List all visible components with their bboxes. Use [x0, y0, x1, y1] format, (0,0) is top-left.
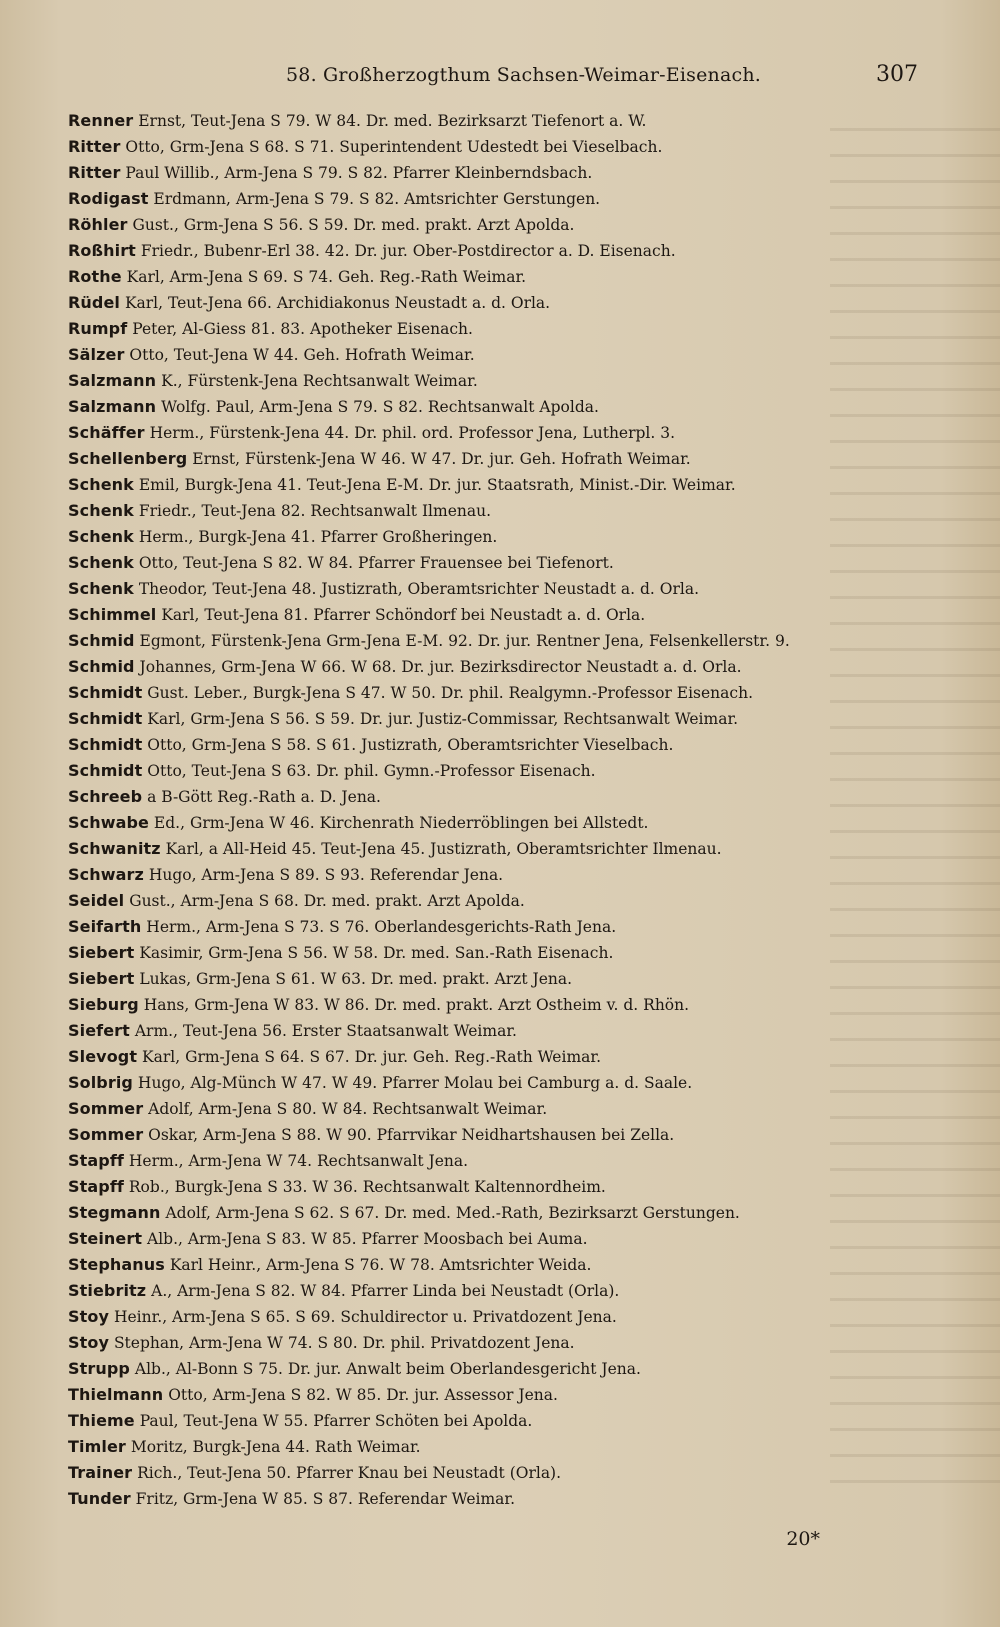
directory-entry — [68, 784, 930, 810]
entry-details: A., Arm-Jena S 82. W 84. Pfarrer Linda bei Neustadt (Orla). — [151, 1282, 620, 1300]
directory-entry — [68, 1278, 930, 1304]
directory-entry — [68, 628, 930, 654]
directory-entry — [68, 342, 930, 368]
entry-surname: Thieme — [68, 1411, 135, 1430]
directory-entry — [68, 1174, 930, 1200]
entry-details: Rob., Burgk-Jena S 33. W 36. Rechtsanwalt Kaltennordheim. — [128, 1178, 606, 1196]
running-title: 58. Großherzogthum Sachsen-Weimar-Eisenach. — [286, 64, 761, 86]
signature-mark: 20* — [786, 1528, 820, 1550]
directory-entry — [68, 524, 930, 550]
directory-entry — [68, 602, 930, 628]
entry-surname: Schimmel — [68, 605, 157, 624]
entry-surname: Schenk — [68, 475, 134, 494]
entry-details: Paul Willib., Arm-Jena S 79. S 82. Pfarrer Kleinberndsbach. — [125, 164, 593, 182]
entry-details: Stephan, Arm-Jena W 74. S 80. Dr. phil. Privatdozent Jena. — [113, 1334, 575, 1352]
entry-surname: Schmidt — [68, 735, 143, 754]
entry-surname: Schmid — [68, 631, 135, 650]
directory-entry — [68, 264, 930, 290]
entry-surname: Schenk — [68, 553, 134, 572]
entry-details: K., Fürstenk-Jena Rechtsanwalt Weimar. — [161, 372, 478, 390]
entry-details: Ernst, Teut-Jena S 79. W 84. Dr. med. Bezirksarzt Tiefenort a. W. — [138, 112, 647, 130]
entry-details: Friedr., Bubenr-Erl 38. 42. Dr. jur. Ober-Postdirector a. D. Eisenach. — [140, 242, 676, 260]
directory-entry — [68, 316, 930, 342]
directory-entry — [68, 1252, 930, 1278]
entry-surname: Slevogt — [68, 1047, 138, 1066]
entry-details: Karl, Arm-Jena S 69. S 74. Geh. Reg.-Rath Weimar. — [126, 268, 527, 286]
directory-entry — [68, 576, 930, 602]
directory-entry — [68, 1486, 930, 1512]
entry-details: Fritz, Grm-Jena W 85. S 87. Referendar Weimar. — [135, 1490, 516, 1508]
directory-entry — [68, 1356, 930, 1382]
page-header — [0, 62, 1000, 98]
directory-entry — [68, 238, 930, 264]
entry-surname: Thielmann — [68, 1385, 164, 1404]
entry-surname: Rodigast — [68, 189, 149, 208]
directory-entry — [68, 992, 930, 1018]
entry-details: Lukas, Grm-Jena S 61. W 63. Dr. med. prakt. Arzt Jena. — [139, 970, 573, 988]
entry-details: Ernst, Fürstenk-Jena W 46. W 47. Dr. jur. Geh. Hofrath Weimar. — [192, 450, 691, 468]
entry-surname: Stoy — [68, 1307, 109, 1326]
entry-surname: Stegmann — [68, 1203, 161, 1222]
entry-surname: Rüdel — [68, 293, 120, 312]
directory-entry — [68, 420, 930, 446]
entry-surname: Tunder — [68, 1489, 131, 1508]
entry-details: Hugo, Arm-Jena S 89. S 93. Referendar Jena. — [148, 866, 504, 884]
entry-surname: Rumpf — [68, 319, 128, 338]
directory-entry — [68, 1330, 930, 1356]
directory-entry — [68, 862, 930, 888]
entry-surname: Stapff — [68, 1151, 124, 1170]
directory-entry-list — [68, 108, 930, 1512]
entry-surname: Solbrig — [68, 1073, 133, 1092]
entry-surname: Sälzer — [68, 345, 125, 364]
entry-details: Egmont, Fürstenk-Jena Grm-Jena E-M. 92. Dr. jur. Rentner Jena, Felsenkellerstr. 9. — [139, 632, 790, 650]
directory-entry — [68, 290, 930, 316]
entry-details: Otto, Grm-Jena S 68. S 71. Superintendent Udestedt bei Vieselbach. — [125, 138, 663, 156]
directory-entry — [68, 1200, 930, 1226]
entry-details: Paul, Teut-Jena W 55. Pfarrer Schöten bei Apolda. — [139, 1412, 533, 1430]
directory-entry — [68, 368, 930, 394]
entry-details: a B-Gött Reg.-Rath a. D. Jena. — [147, 788, 381, 806]
entry-surname: Sommer — [68, 1125, 144, 1144]
entry-details: Karl, Grm-Jena S 56. S 59. Dr. jur. Justiz-Commissar, Rechtsanwalt Weimar. — [147, 710, 739, 728]
entry-surname: Ritter — [68, 137, 121, 156]
directory-entry — [68, 914, 930, 940]
entry-surname: Schwanitz — [68, 839, 161, 858]
entry-details: Adolf, Arm-Jena S 80. W 84. Rechtsanwalt Weimar. — [148, 1100, 548, 1118]
entry-details: Moritz, Burgk-Jena 44. Rath Weimar. — [130, 1438, 421, 1456]
entry-details: Rich., Teut-Jena 50. Pfarrer Knau bei Neustadt (Orla). — [137, 1464, 562, 1482]
entry-surname: Stapff — [68, 1177, 124, 1196]
directory-entry — [68, 1226, 930, 1252]
entry-details: Otto, Arm-Jena S 82. W 85. Dr. jur. Assessor Jena. — [168, 1386, 558, 1404]
directory-entry — [68, 654, 930, 680]
directory-entry — [68, 446, 930, 472]
directory-entry — [68, 888, 930, 914]
entry-details: Arm., Teut-Jena 56. Erster Staatsanwalt Weimar. — [134, 1022, 517, 1040]
entry-surname: Salzmann — [68, 397, 157, 416]
directory-entry — [68, 680, 930, 706]
entry-details: Karl, a All-Heid 45. Teut-Jena 45. Justizrath, Oberamtsrichter Ilmenau. — [165, 840, 722, 858]
entry-details: Herm., Arm-Jena W 74. Rechtsanwalt Jena. — [128, 1152, 469, 1170]
directory-entry — [68, 1148, 930, 1174]
entry-details: Johannes, Grm-Jena W 66. W 68. Dr. jur. Bezirksdirector Neustadt a. d. Orla. — [139, 658, 742, 676]
entry-surname: Roßhirt — [68, 241, 136, 260]
directory-entry — [68, 966, 930, 992]
directory-entry — [68, 1408, 930, 1434]
directory-entry — [68, 810, 930, 836]
directory-entry — [68, 706, 930, 732]
entry-surname: Schmid — [68, 657, 135, 676]
directory-entry — [68, 160, 930, 186]
entry-details: Hugo, Alg-Münch W 47. W 49. Pfarrer Molau bei Camburg a. d. Saale. — [137, 1074, 693, 1092]
entry-surname: Stoy — [68, 1333, 109, 1352]
entry-surname: Röhler — [68, 215, 128, 234]
entry-details: Karl, Teut-Jena 66. Archidiakonus Neustadt a. d. Orla. — [124, 294, 551, 312]
entry-surname: Schmidt — [68, 761, 143, 780]
entry-details: Friedr., Teut-Jena 82. Rechtsanwalt Ilmenau. — [138, 502, 492, 520]
entry-surname: Timler — [68, 1437, 126, 1456]
entry-surname: Schellenberg — [68, 449, 188, 468]
directory-entry — [68, 1304, 930, 1330]
directory-entry — [68, 212, 930, 238]
directory-entry — [68, 1044, 930, 1070]
entry-surname: Renner — [68, 111, 134, 130]
entry-surname: Schenk — [68, 579, 134, 598]
entry-surname: Stiebritz — [68, 1281, 147, 1300]
entry-details: Otto, Grm-Jena S 58. S 61. Justizrath, Oberamtsrichter Vieselbach. — [147, 736, 674, 754]
directory-entry — [68, 1070, 930, 1096]
entry-surname: Ritter — [68, 163, 121, 182]
entry-details: Otto, Teut-Jena S 63. Dr. phil. Gymn.-Professor Eisenach. — [147, 762, 596, 780]
entry-details: Herm., Arm-Jena S 73. S 76. Oberlandesgerichts-Rath Jena. — [146, 918, 617, 936]
entry-surname: Schenk — [68, 527, 134, 546]
entry-details: Gust. Leber., Burgk-Jena S 47. W 50. Dr. phil. Realgymn.-Professor Eisenach. — [147, 684, 754, 702]
entry-surname: Siebert — [68, 943, 135, 962]
entry-surname: Sieburg — [68, 995, 139, 1014]
entry-details: Kasimir, Grm-Jena S 56. W 58. Dr. med. San.-Rath Eisenach. — [139, 944, 614, 962]
entry-details: Gust., Grm-Jena S 56. S 59. Dr. med. prakt. Arzt Apolda. — [132, 216, 575, 234]
directory-entry — [68, 550, 930, 576]
entry-surname: Seidel — [68, 891, 125, 910]
entry-surname: Schäffer — [68, 423, 145, 442]
entry-details: Emil, Burgk-Jena 41. Teut-Jena E-M. Dr. jur. Staatsrath, Minist.-Dir. Weimar. — [138, 476, 736, 494]
entry-surname: Siefert — [68, 1021, 130, 1040]
entry-surname: Stephanus — [68, 1255, 165, 1274]
entry-details: Otto, Teut-Jena S 82. W 84. Pfarrer Frauensee bei Tiefenort. — [138, 554, 614, 572]
entry-surname: Schmidt — [68, 683, 143, 702]
entry-surname: Strupp — [68, 1359, 130, 1378]
entry-surname: Trainer — [68, 1463, 133, 1482]
directory-entry — [68, 1434, 930, 1460]
entry-details: Peter, Al-Giess 81. 83. Apotheker Eisenach. — [132, 320, 473, 338]
directory-entry — [68, 1018, 930, 1044]
directory-entry — [68, 186, 930, 212]
entry-details: Otto, Teut-Jena W 44. Geh. Hofrath Weimar. — [129, 346, 475, 364]
entry-surname: Schreeb — [68, 787, 143, 806]
entry-details: Herm., Fürstenk-Jena 44. Dr. phil. ord. Professor Jena, Lutherpl. 3. — [149, 424, 676, 442]
entry-details: Herm., Burgk-Jena 41. Pfarrer Großheringen. — [138, 528, 498, 546]
entry-details: Theodor, Teut-Jena 48. Justizrath, Oberamtsrichter Neustadt a. d. Orla. — [138, 580, 699, 598]
entry-surname: Sommer — [68, 1099, 144, 1118]
entry-surname: Rothe — [68, 267, 122, 286]
directory-entry — [68, 1122, 930, 1148]
page-number: 307 — [876, 62, 918, 87]
entry-details: Karl, Teut-Jena 81. Pfarrer Schöndorf bei Neustadt a. d. Orla. — [161, 606, 646, 624]
entry-surname: Seifarth — [68, 917, 142, 936]
entry-details: Oskar, Arm-Jena S 88. W 90. Pfarrvikar Neidhartshausen bei Zella. — [148, 1126, 675, 1144]
entry-surname: Schmidt — [68, 709, 143, 728]
entry-surname: Salzmann — [68, 371, 157, 390]
entry-details: Ed., Grm-Jena W 46. Kirchenrath Niederröblingen bei Allstedt. — [153, 814, 649, 832]
entry-details: Gust., Arm-Jena S 68. Dr. med. prakt. Arzt Apolda. — [129, 892, 525, 910]
entry-details: Hans, Grm-Jena W 83. W 86. Dr. med. prakt. Arzt Ostheim v. d. Rhön. — [143, 996, 690, 1014]
entry-surname: Schenk — [68, 501, 134, 520]
directory-entry — [68, 732, 930, 758]
entry-details: Karl, Grm-Jena S 64. S 67. Dr. jur. Geh. Reg.-Rath Weimar. — [142, 1048, 602, 1066]
directory-entry — [68, 758, 930, 784]
directory-entry — [68, 472, 930, 498]
directory-entry — [68, 394, 930, 420]
entry-surname: Schwarz — [68, 865, 144, 884]
directory-entry — [68, 1382, 930, 1408]
entry-details: Heinr., Arm-Jena S 65. S 69. Schuldirector u. Privatdozent Jena. — [113, 1308, 617, 1326]
directory-entry — [68, 108, 930, 134]
directory-entry — [68, 134, 930, 160]
entry-details: Wolfg. Paul, Arm-Jena S 79. S 82. Rechtsanwalt Apolda. — [161, 398, 599, 416]
entry-details: Adolf, Arm-Jena S 62. S 67. Dr. med. Med.-Rath, Bezirksarzt Gerstungen. — [165, 1204, 740, 1222]
entry-details: Alb., Arm-Jena S 83. W 85. Pfarrer Moosbach bei Auma. — [147, 1230, 588, 1248]
entry-surname: Siebert — [68, 969, 135, 988]
directory-entry — [68, 498, 930, 524]
directory-entry — [68, 836, 930, 862]
entry-surname: Schwabe — [68, 813, 149, 832]
directory-entry — [68, 940, 930, 966]
entry-details: Alb., Al-Bonn S 75. Dr. jur. Anwalt beim Oberlandesgericht Jena. — [134, 1360, 641, 1378]
entry-surname: Steinert — [68, 1229, 143, 1248]
directory-entry — [68, 1096, 930, 1122]
entry-details: Karl Heinr., Arm-Jena S 76. W 78. Amtsrichter Weida. — [169, 1256, 592, 1274]
entry-details: Erdmann, Arm-Jena S 79. S 82. Amtsrichter Gerstungen. — [153, 190, 601, 208]
directory-entry — [68, 1460, 930, 1486]
